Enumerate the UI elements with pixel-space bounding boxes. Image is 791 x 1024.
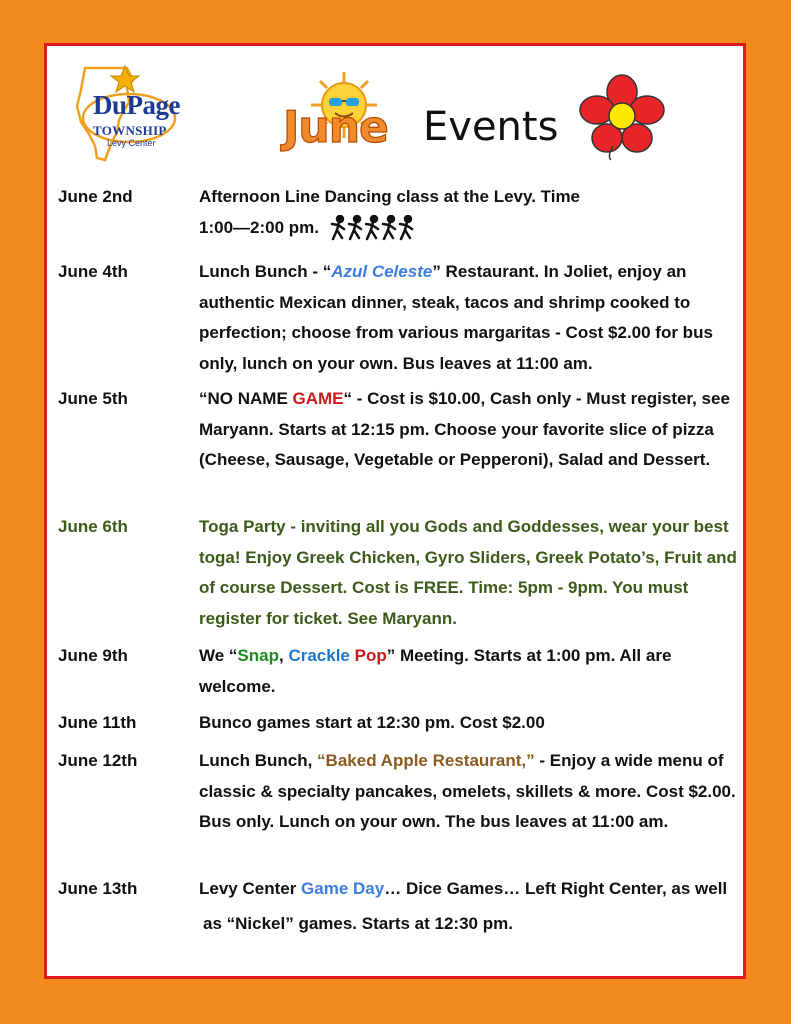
event-description: Bunco games start at 12:30 pm. Cost $2.00 [199,713,545,732]
event-date: June 2nd [58,187,133,206]
event-date: June 4th [58,262,128,281]
event-description: Levy Center Game Day… Dice Games… Left Right Center, as well as “Nickel” games. Starts at 12:30 pm. [199,879,728,933]
event-date: June 11th [58,713,137,732]
event-date: June 6th [58,517,128,536]
restaurant-name: Azul Celeste [331,262,433,281]
event-description: Lunch Bunch - “Azul Celeste” Restaurant. In Joliet, enjoy an authentic Mexican dinner, steak, tacos and shrimp cooked to perfection; choose from various margaritas - Cost $2.00 for bus only, lunch on your own. Bus leaves at 11:00 am. [199,262,713,373]
event-date: June 9th [58,646,128,665]
logo-title: DuPage [93,90,180,120]
dupage-township-logo [67,60,179,172]
page-title: Events [423,104,559,150]
event-date: June 13th [58,879,138,898]
event-description: “NO NAME GAME“ - Cost is $10.00, Cash only - Must register, see Maryann. Starts at 12:15 pm. Choose your favorite slice of pizza (Cheese, Sausage, Vegetable or Pepperoni), Salad and Dessert. [199,389,730,469]
restaurant-name: “Baked Apple Restaurant,” [317,751,535,770]
event-description: Toga Party - inviting all you Gods and Goddesses, wear your best toga! Enjoy Greek Chicken, Gyro Sliders, Greek Potato’s, Fruit and of course Dessert. Cost is FREE. Time: 5pm - 9pm. You must register for ticket. See Maryann. [199,517,737,628]
event-date: June 5th [58,389,128,408]
logo-subtitle: TOWNSHIP [93,123,167,138]
game-highlight: GAME [292,389,344,408]
red-flower-icon [577,72,667,162]
logo-center-name: Levy Center [107,138,156,148]
month-title: June [283,102,388,153]
event-description: Lunch Bunch, “Baked Apple Restaurant,” - Enjoy a wide menu of classic & specialty pancakes, omelets, skillets & more. Cost $2.00. Bus only. Lunch on your own. The bus leaves at 11:00 am. [199,751,736,831]
event-description: We “Snap, Crackle Pop” Meeting. Starts at 1:00 pm. All are welcome. [199,646,672,696]
event-date: June 12th [58,751,138,770]
game-day-highlight: Game Day [301,879,385,898]
line-dancers-icon [330,215,422,241]
flyer-sheet [44,43,746,979]
event-description: Afternoon Line Dancing class at the Levy. Time 1:00—2:00 pm. [199,182,744,243]
